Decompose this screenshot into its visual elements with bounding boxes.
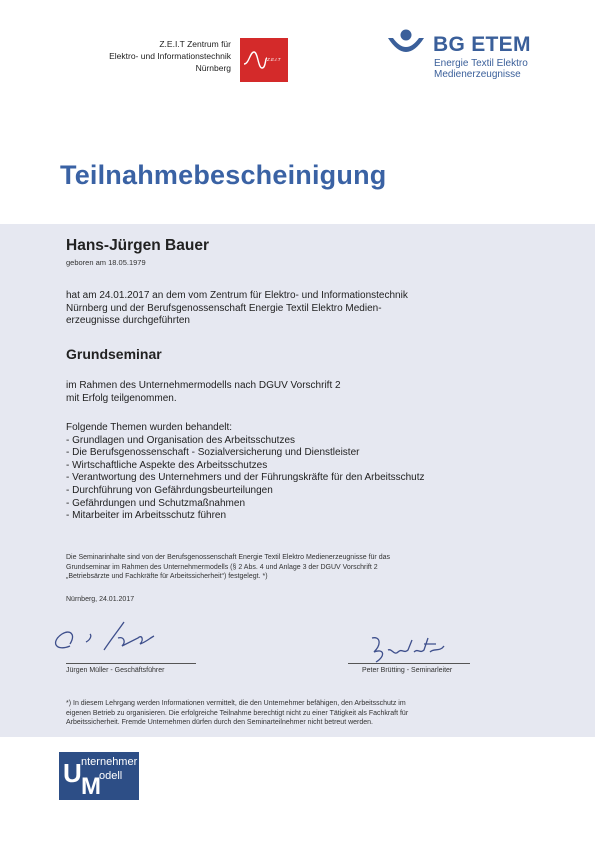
bg-sub-line-1: Energie Textil Elektro [434, 58, 528, 69]
signature-left-icon [46, 612, 176, 664]
zeit-line-2: Elektro- und Informationstechnik [109, 51, 231, 61]
signatory-left: Jürgen Müller - Geschäftsführer [66, 667, 165, 674]
um-letter-m: M [81, 773, 101, 800]
signature-line-left [66, 663, 196, 664]
intro-paragraph [66, 290, 408, 328]
zeit-line-3: Nürnberg [195, 63, 231, 73]
signature-line-right [348, 663, 470, 664]
footnote-line: *) In diesem Lehrgang werden Informationen vermittelt, die den Unternehmer befähigen, den Arbeitsschutz im [66, 700, 406, 707]
intro-line: hat am 24.01.2017 an dem vom Zentrum für Elektro- und Informationstechnik [66, 290, 408, 301]
list-item: - Mitarbeiter im Arbeitsschutz führen [66, 510, 227, 522]
signature-right-icon [358, 622, 448, 672]
place-date: Nürnberg, 24.01.2017 [66, 596, 135, 603]
legal-line: „Betriebsärzte und Fachkräfte für Arbeitssicherheit“) festgelegt. *) [66, 573, 268, 581]
birth-date: geboren am 18.05.1979 [66, 258, 146, 267]
intro-line: Nürnberg und der Berufsgenossenschaft Energie Textil Elektro Medien- [66, 302, 382, 314]
footnote-line: Arbeitssicherheit. Fremde Unternehmen dürfen durch den Seminarteilnehmer nicht betreut werden. [66, 719, 373, 727]
legal-line: Grundseminar im Rahmen des Unternehmermodells (§ 2 Abs. 4 und Anlage 3 der DGUV Vorschrift 2 [66, 563, 378, 571]
context-paragraph [66, 380, 341, 405]
intro-line: erzeugnisse durchgeführten [66, 315, 190, 327]
zeit-address [109, 38, 231, 74]
context-line: im Rahmen des Unternehmermodells nach DGUV Vorschrift 2 [66, 380, 341, 391]
context-line: mit Erfolg teilgenommen. [66, 392, 177, 404]
footnote-line: eigenen Betrieb zu organisieren. Die erfolgreiche Teilnahme berechtigt nicht zu einer Tätigkeit als Fachkraft für [66, 709, 409, 717]
zeit-logo-label: Z.E.I.T [267, 57, 281, 62]
zeit-logo [240, 38, 288, 82]
um-text-2: odell [99, 770, 123, 782]
list-item: - Die Berufsgenossenschaft - Sozialversicherung und Dienstleister [66, 447, 360, 459]
unternehmermodell-logo [59, 752, 139, 800]
bg-etem-logo-icon [386, 28, 426, 58]
seminar-title: Grundseminar [66, 346, 162, 362]
signatory-right: Peter Brütting - Seminarleiter [362, 667, 453, 674]
document-title: Teilnahmebescheinigung [60, 160, 387, 190]
list-item: - Durchführung von Gefährdungsbeurteilungen [66, 484, 273, 496]
topics-section [66, 422, 425, 523]
legal-paragraph [66, 553, 390, 582]
list-item: - Wirtschaftliche Aspekte des Arbeitsschutzes [66, 459, 268, 471]
bg-etem-subtitle [434, 58, 528, 80]
um-letter-u: U [63, 758, 82, 788]
legal-line: Die Seminarinhalte sind von der Berufsgenossenschaft Energie Textil Elektro Medienerzeugnisse für das [66, 554, 390, 561]
bg-etem-name: BG ETEM [433, 33, 531, 56]
list-item: - Grundlagen und Organisation des Arbeitsschutzes [66, 434, 296, 446]
participant-name: Hans-Jürgen Bauer [66, 237, 209, 254]
list-item: - Gefährdungen und Schutzmaßnahmen [66, 497, 245, 509]
zeit-line-1: Z.E.I.T Zentrum für [159, 39, 231, 49]
list-item: - Verantwortung des Unternehmers und der Führungskräfte für den Arbeitsschutz [66, 472, 425, 484]
topics-list [66, 435, 425, 523]
um-text-1: nternehmer [81, 756, 138, 768]
topics-heading: Folgende Themen wurden behandelt: [66, 422, 233, 433]
footnote [66, 699, 408, 728]
bg-sub-line-2: Medienerzeugnisse [434, 69, 521, 80]
